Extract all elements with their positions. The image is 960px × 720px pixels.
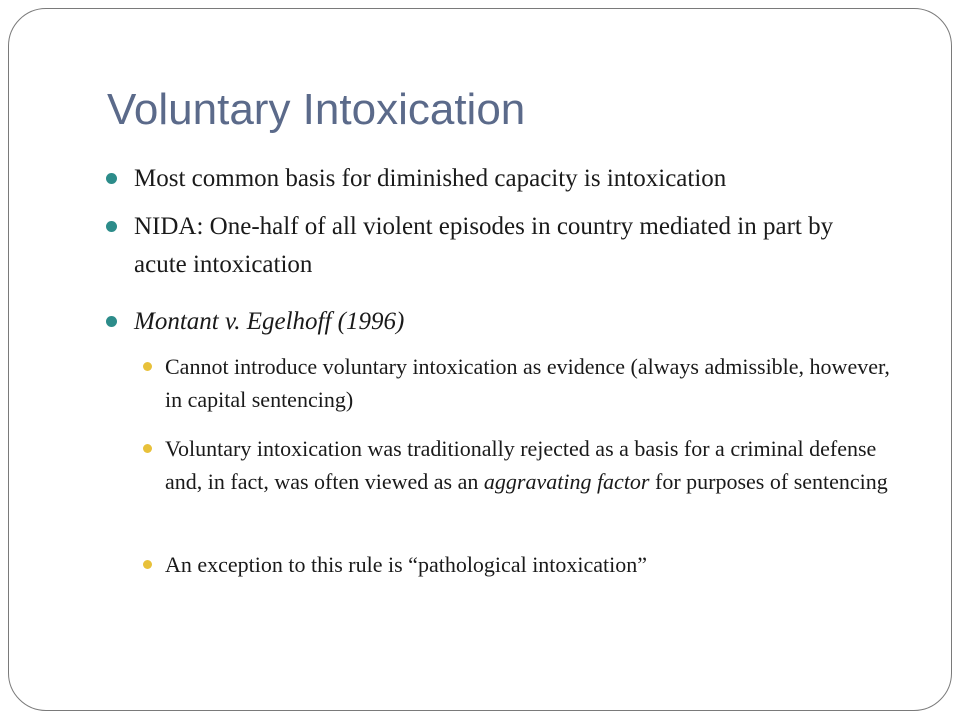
bullet-item (134, 303, 874, 341)
bullet-dot-icon (106, 221, 117, 232)
sub-bullet-text: for purposes of sentencing (649, 469, 888, 494)
bullet-item (134, 160, 874, 198)
bullet-dot-icon (106, 173, 117, 184)
case-citation: Montant v. Egelhoff (1996) (134, 308, 405, 335)
bullet-text: NIDA: One-half of all violent episodes in country mediated in part by acute intoxication (134, 213, 834, 278)
sub-bullet-text: Voluntary intoxication was traditionally rejected as a basis for a criminal defense and, in fact, was often viewed as an (165, 436, 877, 494)
sub-bullet-item (165, 548, 905, 581)
sub-bullet-item (165, 432, 905, 498)
bullet-dot-icon (106, 316, 117, 327)
slide-title: Voluntary Intoxication (107, 85, 526, 134)
bullet-item (134, 208, 874, 284)
sub-bullet-dot-icon (143, 444, 152, 453)
sub-bullet-dot-icon (143, 560, 152, 569)
sub-bullet-item (165, 350, 905, 416)
sub-bullet-text: Cannot introduce voluntary intoxication as evidence (always admissible, however, in capital sentencing) (165, 354, 890, 412)
sub-bullet-text: An exception to this rule is “pathological intoxication” (165, 552, 648, 577)
emphasis-text: aggravating factor (483, 469, 650, 494)
bullet-text: Most common basis for diminished capacity is intoxication (134, 165, 727, 192)
sub-bullet-dot-icon (143, 362, 152, 371)
